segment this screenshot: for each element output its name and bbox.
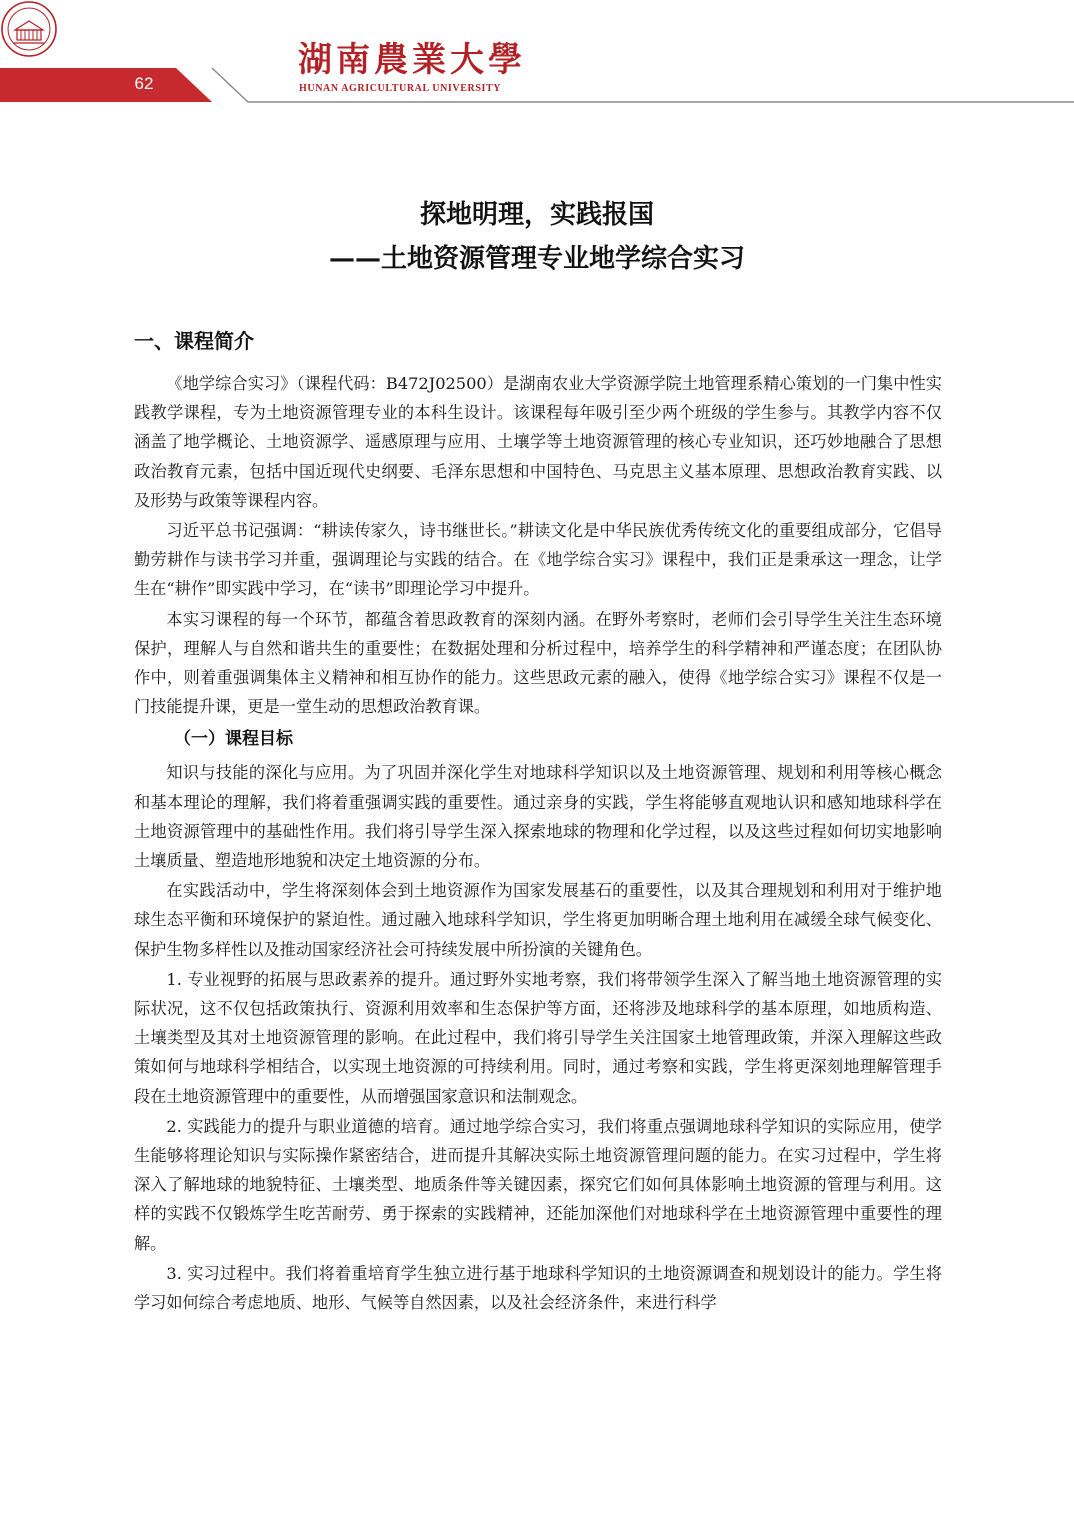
title-line-1: 探地明理，实践报国: [419, 200, 654, 230]
header-red-band: [0, 68, 212, 102]
subsection-heading-course-goals: （一）课程目标: [174, 729, 293, 750]
title-line-2: ——土地资源管理专业地学综合实习: [328, 244, 745, 274]
paragraph: 习近平总书记强调：“耕读传家久，诗书继世长。”耕读文化是中华民族优秀传统文化的重要组成部分，它倡导勤劳耕作与读书学习并重，强调理论与实践的结合。在《地学综合实习》课程中，我们正是秉承这一理念，让学生在“耕作”即实践中学习，在“读书”即理论学习中提升。: [134, 521, 942, 599]
university-name-en: HUNAN AGRICULTURAL UNIVERSITY: [299, 83, 502, 94]
paragraph: 本实习课程的每一个环节，都蕴含着思政教育的深刻内涵。在野外考察时，老师们会引导学生关注生态环境保护，理解人与自然和谐共生的重要性；在数据处理和分析过程中，培养学生的科学精神和严谨态度；在团队协作中，则着重强调集体主义精神和相互协作的能力。这些思政元素的融入，使得《地学综合实习》课程不仅是一门技能提升课，更是一堂生动的思想政治教育课。: [134, 609, 942, 717]
paragraph: 3. 实习过程中。我们将着重培育学生独立进行基于地球科学知识的土地资源调查和规划设计的能力。学生将学习如何综合考虑地质、地形、气候等自然因素，以及社会经济条件，来进行科学: [134, 1263, 942, 1313]
university-name-cn: 湖南農業大學: [298, 40, 526, 80]
article-title: [0, 193, 1074, 281]
page-header: [0, 0, 1074, 110]
article-body: [134, 324, 942, 1318]
paragraph: 知识与技能的深化与应用。为了巩固并深化学生对地球科学知识以及土地资源管理、规划和利用等核心概念和基本理论的理解，我们将着重强调实践的重要性。通过亲身的实践，学生将能够直观地认识和感知地球科学在土地资源管理中的基础性作用。我们将引导学生深入探索地球的物理和化学过程，以及这些过程如何切实地影响土壤质量、塑造地形地貌和决定土地资源的分布。: [134, 763, 942, 871]
page-number: 62: [134, 74, 154, 93]
section-heading-course-intro: 一、课程简介: [134, 329, 254, 353]
paragraph: 1. 专业视野的拓展与思政素养的提升。通过野外实地考察，我们将带领学生深入了解当地土地资源管理的实际状况，这不仅包括政策执行、资源利用效率和生态保护等方面，还将涉及地球科学的基本原理，如地质构造、土壤类型及其对土地资源管理的影响。在此过程中，我们将引导学生关注国家土地管理政策，并深入理解这些政策如何与地球科学相结合，以实现土地资源的可持续利用。同时，通过考察和实践，学生将更深刻地理解管理手段在土地资源管理中的重要性，从而增强国家意识和法制观念。: [134, 969, 942, 1106]
university-seal-logo: [0, 0, 58, 58]
paragraph: 《地学综合实习》（课程代码：B472J02500）是湖南农业大学资源学院土地管理系精心策划的一门集中性实践教学课程，专为土地资源管理专业的本科生设计。该课程每年吸引至少两个班级的学生参与。其教学内容不仅涵盖了地学概论、土地资源学、遥感原理与应用、土壤学等土地资源管理的核心专业知识，还巧妙地融合了思想政治教育元素，包括中国近现代史纲要、毛泽东思想和中国特色、马克思主义基本原理、思想政治教育实践、以及形势与政策等课程内容。: [134, 374, 942, 510]
paragraph: 2. 实践能力的提升与职业道德的培育。通过地学综合实习，我们将重点强调地球科学知识的实际应用，使学生能够将理论知识与实际操作紧密结合，进而提升其解决实际土地资源管理问题的能力。在实习过程中，学生将深入了解地球的地貌特征、土壤类型、地质条件等关键因素，探究它们如何具体影响土地资源的管理与利用。这样的实践不仅锻炼学生吃苦耐劳、勇于探索的实践精神，还能加深他们对地球科学在土地资源管理中重要性的理解。: [134, 1116, 942, 1253]
paragraph: 在实践活动中，学生将深刻体会到土地资源作为国家发展基石的重要性，以及其合理规划和利用对于维护地球生态平衡和环境保护的紧迫性。通过融入地球科学知识，学生将更加明晰合理土地利用在减缓全球气候变化、保护生物多样性以及推动国家经济社会可持续发展中所扮演的关键角色。: [134, 881, 942, 959]
